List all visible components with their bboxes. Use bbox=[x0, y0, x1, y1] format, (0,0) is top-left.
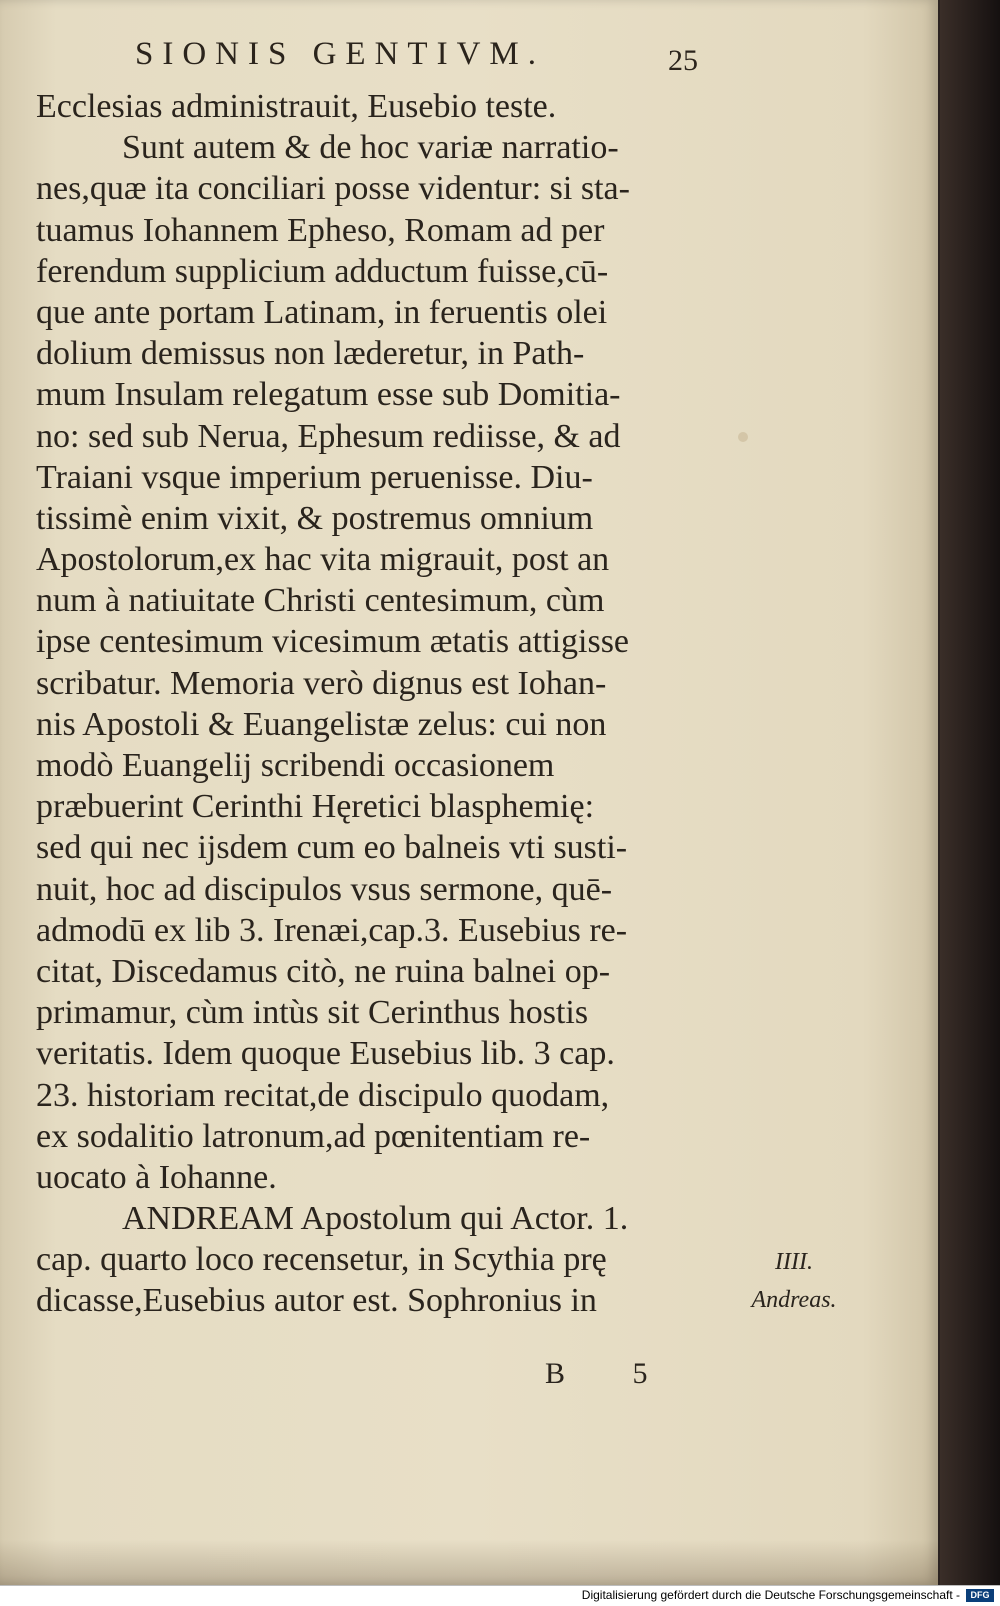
text-line: tissimè enim vixit, & postremus omnium bbox=[36, 499, 594, 537]
text-line: sed qui nec ijsdem cum eo balneis vti susti- bbox=[36, 829, 628, 867]
text-line: Apostolorum,ex hac vita migrauit, post an bbox=[36, 541, 610, 579]
text-line: dolium demissus non læderetur, in Path- bbox=[36, 335, 585, 373]
running-head: SIONIS GENTIVM. bbox=[135, 36, 545, 72]
margin-note-numeral: IIII. bbox=[775, 1249, 813, 1275]
text-line: nuit, hoc ad discipulos vsus sermone, quē- bbox=[36, 870, 613, 908]
page-number: 25 bbox=[668, 44, 698, 77]
text-line: nes,quæ ita conciliari posse videntur: si sta- bbox=[36, 170, 630, 208]
margin-note-name: Andreas. bbox=[751, 1287, 837, 1313]
text-line: modò Euangelij scribendi occasionem bbox=[36, 747, 555, 784]
text-line: ANDREAM Apostolum qui Actor. 1. bbox=[122, 1200, 629, 1238]
margin-note bbox=[734, 1243, 854, 1319]
text-line: admodū ex lib 3. Irenæi,cap.3. Eusebius re- bbox=[36, 911, 628, 949]
text-line: scribatur. Memoria verò dignus est Iohan- bbox=[36, 664, 607, 702]
text-line: ex sodalitio latronum,ad pœnitentiam re- bbox=[36, 1117, 591, 1155]
text-line: præbuerint Cerinthi Hęretici blasphemię: bbox=[36, 788, 595, 826]
text-line: primamur, cùm intùs sit Cerinthus hostis bbox=[36, 994, 589, 1032]
body-text bbox=[36, 86, 716, 1322]
text-line: 23. historiam recitat,de discipulo quodam, bbox=[36, 1076, 610, 1114]
text-line: mum Insulam relegatum esse sub Domitia- bbox=[36, 376, 621, 414]
funding-credit: Digitalisierung gefördert durch die Deutsche Forschungsgemeinschaft - bbox=[581, 1588, 960, 1602]
text-line: citat, Discedamus citò, ne ruina balnei op- bbox=[36, 952, 611, 990]
book-edge-shadow bbox=[940, 0, 1000, 1585]
text-line: uocato à Iohanne. bbox=[36, 1158, 277, 1196]
digitization-footer bbox=[0, 1585, 1000, 1606]
paper-stain bbox=[738, 432, 748, 442]
text-line: no: sed sub Nerua, Ephesum rediisse, & ad bbox=[36, 417, 621, 455]
text-line: dicasse,Eusebius autor est. Sophronius in bbox=[36, 1282, 597, 1320]
text-line: ferendum supplicium adductum fuisse,cū- bbox=[36, 252, 609, 290]
text-line: cap. quarto loco recensetur, in Scythia prę bbox=[36, 1241, 607, 1279]
dfg-logo: DFG bbox=[966, 1589, 994, 1602]
signature-mark: B 5 bbox=[545, 1357, 678, 1390]
text-line: Traiani vsque imperium peruenisse. Diu- bbox=[36, 458, 593, 496]
text-line: Sunt autem & de hoc variæ narratio- bbox=[122, 129, 619, 167]
text-line: que ante portam Latinam, in feruentis olei bbox=[36, 293, 608, 331]
text-line: tuamus Iohannem Ephesо, Romam ad per bbox=[36, 211, 605, 249]
text-line: veritatis. Idem quoque Eusebius lib. 3 cap. bbox=[36, 1035, 615, 1073]
text-line: num à natiuitate Christi centesimum, cùm bbox=[36, 582, 605, 620]
text-line: Ecclesias administrauit, Eusebio teste. bbox=[36, 88, 557, 125]
text-line: ipse centesimum vicesimum ætatis attigisse bbox=[36, 623, 630, 661]
text-line: nis Apostoli & Euangelistæ zelus: cui non bbox=[36, 705, 607, 743]
